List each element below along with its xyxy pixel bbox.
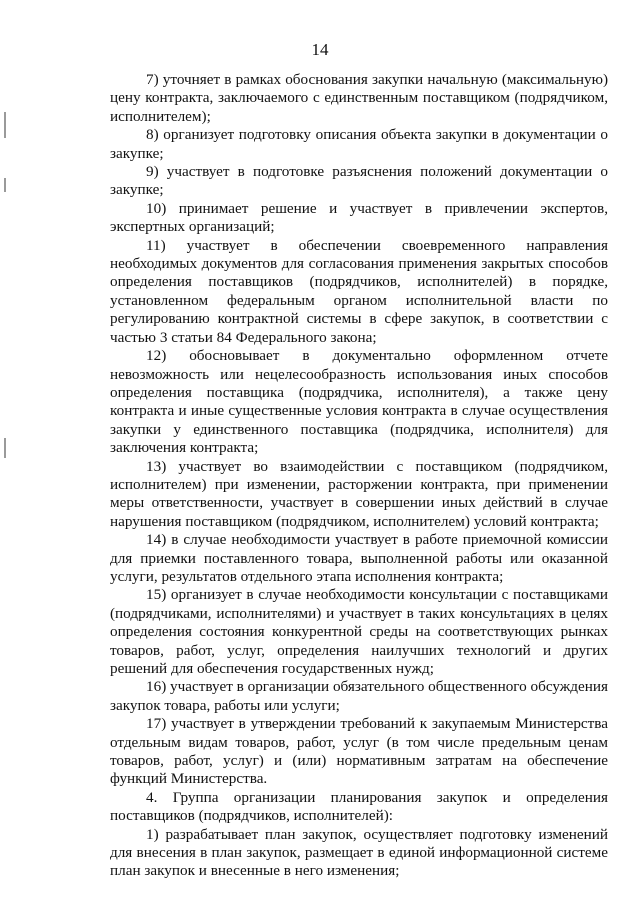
- paragraph-item-7: 7) уточняет в рамках обоснования закупки начальную (максимальную) цену контракта, заключаемого с единственным поставщиком (подрядчиком, исполнителем);: [110, 71, 608, 125]
- paragraph-item-17: 17) участвует в утверждении требований к закупаемым Министерства отдельным видам товаров, работ, услуг (в том числе предельным ценам товаров, работ, услуг) и (или) нормативным затратам на обеспечение функций Министерства.: [110, 715, 608, 788]
- scan-margin-mark: [4, 178, 6, 192]
- paragraph-item-13: 13) участвует во взаимодействии с поставщиком (подрядчиком, исполнителем) при изменении, расторжении контракта, при применении меры ответственности, участвует в совершении иных действий в случае нарушения поставщиком (подрядчиком, исполнителем) условий контракта;: [110, 457, 608, 530]
- paragraph-item-16: 16) участвует в организации обязательного общественного обсуждения закупок товара, работы или услуги;: [110, 678, 608, 714]
- paragraph-item-15: 15) организует в случае необходимости консультации с поставщиками (подрядчиками, исполнителями) и участвует в таких консультациях в целях определения состояния конкурентной среды на соответствующих рынках товаров, работ, услуг, определения наилучших технологий и других решений для обеспечения государственных нужд;: [110, 586, 608, 677]
- page-number: 14: [311, 40, 329, 59]
- paragraph-item-11: 11) участвует в обеспечении своевременного направления необходимых документов для согласования применения закрытых способов определения поставщиков (подрядчиков, исполнителей) в порядке, установленном федеральным органом исполнительной власти по регулированию контрактной системы в сфере закупок, в соответствии с частью 3 статьи 84 Федерального закона;: [110, 236, 608, 346]
- paragraph-item-9: 9) участвует в подготовке разъяснения положений документации о закупке;: [110, 163, 608, 199]
- paragraph-item-12: 12) обосновывает в документально оформленном отчете невозможность или нецелесообразность использования иных способов определения поставщика (подрядчика, исполнителя), а также цену контракта и иные существенные условия контракта в случае осуществления закупки у единственного поставщика (подрядчика, исполнителя) для заключения контракта;: [110, 347, 608, 457]
- scan-margin-mark: [4, 112, 6, 138]
- paragraph-item-14: 14) в случае необходимости участвует в работе приемочной комиссии для приемки поставленного товара, выполненной работы или оказанной услуги, результатов отдельного этапа исполнения контракта;: [110, 531, 608, 585]
- paragraph-item-10: 10) принимает решение и участвует в привлечении экспертов, экспертных организаций;: [110, 199, 608, 236]
- section-heading-4: 4. Группа организации планирования закупок и определения поставщиков (подрядчиков, исполнителей):: [110, 788, 608, 825]
- scan-margin-mark: [4, 438, 6, 458]
- paragraph-item-1: 1) разрабатывает план закупок, осуществляет подготовку изменений для внесения в план закупок, размещает в единой информационной системе план закупок и внесенные в него изменения;: [110, 825, 608, 880]
- document-body: [110, 71, 608, 881]
- paragraph-item-8: 8) организует подготовку описания объекта закупки в документации о закупке;: [110, 126, 608, 162]
